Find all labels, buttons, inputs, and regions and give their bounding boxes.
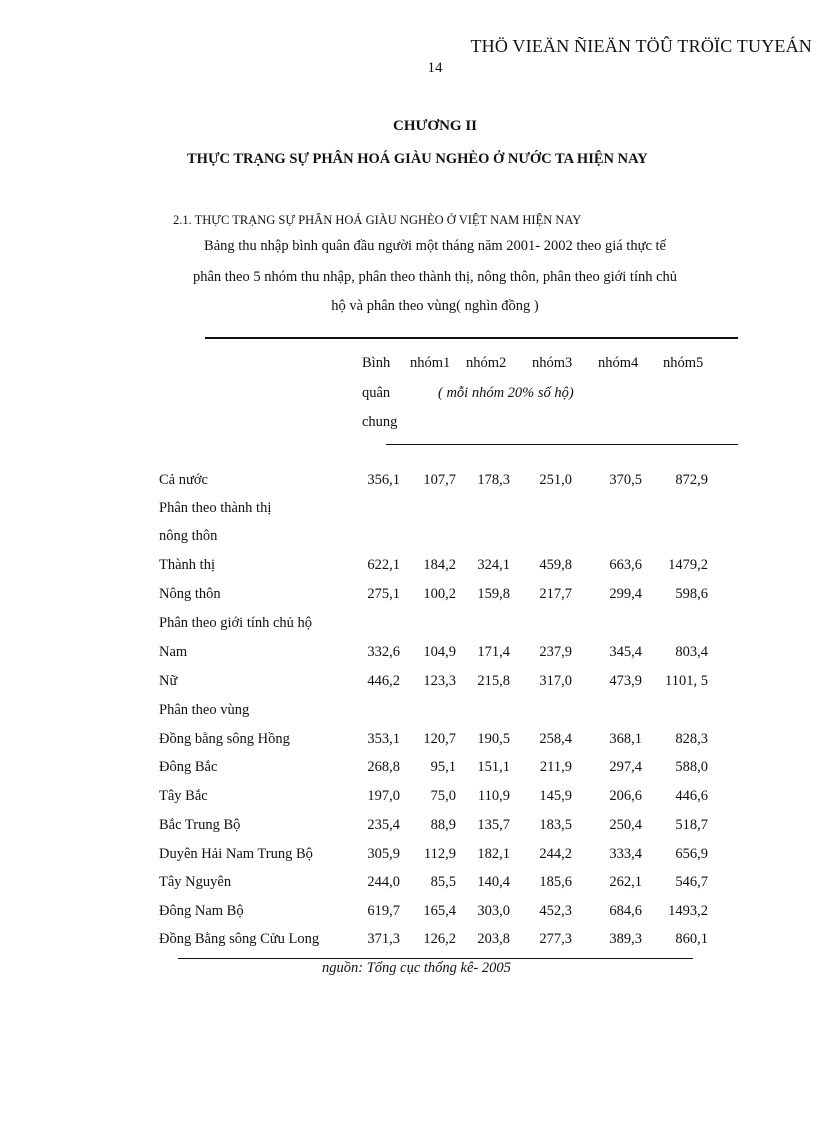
row-value: 237,9	[539, 644, 572, 660]
row-value: 250,4	[609, 817, 642, 833]
row-value: 684,6	[609, 903, 642, 919]
row-value: 197,0	[367, 788, 400, 804]
row-value: 217,7	[539, 586, 572, 602]
header-avg-line2: quân	[362, 385, 391, 401]
row-label: Phân theo giới tính chủ hộ	[159, 615, 313, 631]
row-value: 332,6	[367, 644, 400, 660]
row-value: 518,7	[675, 817, 708, 833]
row-value: 473,9	[609, 673, 642, 689]
table-row	[0, 528, 816, 556]
table-row	[0, 817, 816, 845]
row-value: 459,8	[539, 557, 572, 573]
row-value: 171,4	[477, 644, 510, 660]
table-top-rule	[205, 337, 738, 339]
table-row	[0, 673, 816, 701]
row-value: 598,6	[675, 586, 708, 602]
table-row	[0, 472, 816, 500]
row-value: 803,4	[675, 644, 708, 660]
row-label: Tây Bắc	[159, 788, 208, 804]
row-value: 303,0	[477, 903, 510, 919]
table-row	[0, 731, 816, 759]
row-value: 1101, 5	[665, 673, 708, 689]
row-label: Đông Bắc	[159, 759, 218, 775]
intro-line-3: hộ và phân theo vùng( nghìn đồng )	[331, 298, 539, 314]
header-group-3: nhóm3	[532, 355, 573, 371]
row-value: 305,9	[367, 846, 400, 862]
row-label: nông thôn	[159, 528, 218, 544]
row-value: 324,1	[477, 557, 510, 573]
table-row	[0, 615, 816, 643]
table-header-rule	[386, 444, 738, 445]
row-label: Đồng bằng sông Hồng	[159, 731, 290, 747]
row-value: 95,1	[430, 759, 456, 775]
row-value: 262,1	[609, 874, 642, 890]
row-value: 368,1	[609, 731, 642, 747]
row-value: 656,9	[675, 846, 708, 862]
row-label: Tây Nguyên	[159, 874, 232, 890]
row-label: Đông Nam Bộ	[159, 903, 244, 919]
row-value: 333,4	[609, 846, 642, 862]
header-avg-line1: Bình	[362, 355, 391, 371]
row-value: 104,9	[423, 644, 456, 660]
row-value: 371,3	[367, 931, 400, 947]
intro-line-2: phân theo 5 nhóm thu nhập, phân theo thành thị, nông thôn, phân theo giới tính chủ	[192, 269, 678, 285]
table-row	[0, 586, 816, 614]
row-label: Cả nước	[159, 472, 208, 488]
table-row	[0, 931, 816, 959]
table-row	[0, 702, 816, 730]
row-value: 277,3	[539, 931, 572, 947]
row-value: 244,2	[539, 846, 572, 862]
row-value: 356,1	[367, 472, 400, 488]
row-value: 860,1	[675, 931, 708, 947]
row-value: 446,2	[367, 673, 400, 689]
row-value: 872,9	[675, 472, 708, 488]
row-value: 297,4	[609, 759, 642, 775]
row-value: 203,8	[477, 931, 510, 947]
table-row	[0, 759, 816, 787]
row-value: 235,4	[367, 817, 400, 833]
row-value: 159,8	[477, 586, 510, 602]
row-value: 110,9	[477, 788, 510, 804]
header-group-1: nhóm1	[410, 355, 451, 371]
row-label: Duyên Hải Nam Trung Bộ	[159, 846, 313, 862]
header-group-4: nhóm4	[598, 355, 639, 371]
table-row	[0, 874, 816, 902]
row-value: 370,5	[609, 472, 642, 488]
row-value: 112,9	[423, 846, 456, 862]
row-value: 85,5	[430, 874, 456, 890]
chapter-heading: CHƯƠNG II	[392, 118, 478, 134]
row-value: 251,0	[539, 472, 572, 488]
row-value: 211,9	[539, 759, 572, 775]
row-value: 663,6	[609, 557, 642, 573]
row-value: 126,2	[423, 931, 456, 947]
row-value: 75,0	[430, 788, 456, 804]
row-value: 151,1	[477, 759, 510, 775]
table-bottom-rule	[178, 958, 693, 959]
chapter-title: THỰC TRẠNG SỰ PHÂN HOÁ GIÀU NGHÈO Ở NƯỚC TA HIỆN NAY	[187, 151, 648, 167]
row-value: 1479,2	[668, 557, 708, 573]
row-label: Bắc Trung Bộ	[159, 817, 241, 833]
row-value: 828,3	[675, 731, 708, 747]
row-value: 446,6	[675, 788, 708, 804]
row-value: 183,5	[539, 817, 572, 833]
row-value: 353,1	[367, 731, 400, 747]
header-avg-line3: chung	[362, 414, 398, 430]
row-value: 258,4	[539, 731, 572, 747]
row-value: 206,6	[609, 788, 642, 804]
row-label: Đồng Bằng sông Cửu Long	[159, 931, 320, 947]
row-value: 88,9	[430, 817, 456, 833]
row-value: 299,4	[609, 586, 642, 602]
header-note: ( mỗi nhóm 20% số hộ)	[438, 385, 574, 401]
row-value: 190,5	[477, 731, 510, 747]
row-value: 140,4	[477, 874, 510, 890]
row-value: 275,1	[367, 586, 400, 602]
table-source: nguồn: Tổng cục thống kê- 2005	[322, 960, 511, 976]
row-label: Nữ	[159, 673, 178, 689]
row-value: 185,6	[539, 874, 572, 890]
row-value: 135,7	[477, 817, 510, 833]
row-value: 546,7	[675, 874, 708, 890]
row-value: 268,8	[367, 759, 400, 775]
running-header: THÖ VIEÄN ÑIEÄN TÖÛ TRÖÏC TUYEÁN	[470, 36, 812, 56]
row-value: 622,1	[367, 557, 400, 573]
row-label: Phân theo thành thị	[159, 500, 272, 516]
row-value: 107,7	[423, 472, 456, 488]
table-row	[0, 500, 816, 528]
row-value: 178,3	[477, 472, 510, 488]
table-row	[0, 788, 816, 816]
row-value: 588,0	[675, 759, 708, 775]
row-value: 120,7	[423, 731, 456, 747]
page-number: 14	[427, 60, 443, 76]
row-label: Thành thị	[159, 557, 215, 573]
row-value: 165,4	[423, 903, 456, 919]
row-value: 123,3	[423, 673, 456, 689]
row-value: 452,3	[539, 903, 572, 919]
header-group-2: nhóm2	[466, 355, 507, 371]
header-group-5: nhóm5	[663, 355, 704, 371]
row-value: 215,8	[477, 673, 510, 689]
section-heading: 2.1. THỰC TRẠNG SỰ PHÂN HOÁ GIÀU NGHÈO Ở VIỆT NAM HIỆN NAY	[173, 213, 582, 227]
row-value: 619,7	[367, 903, 400, 919]
row-label: Nông thôn	[159, 586, 221, 602]
row-value: 145,9	[539, 788, 572, 804]
table-row	[0, 557, 816, 585]
row-value: 345,4	[609, 644, 642, 660]
table-row	[0, 644, 816, 672]
row-value: 317,0	[539, 673, 572, 689]
row-value: 182,1	[477, 846, 510, 862]
row-label: Phân theo vùng	[159, 702, 250, 718]
row-label: Nam	[159, 644, 188, 660]
intro-line-1: Bảng thu nhập bình quân đầu người một tháng năm 2001- 2002 theo giá thực tế	[204, 238, 666, 254]
table-row	[0, 846, 816, 874]
row-value: 1493,2	[668, 903, 708, 919]
row-value: 244,0	[367, 874, 400, 890]
row-value: 100,2	[423, 586, 456, 602]
table-row	[0, 903, 816, 931]
row-value: 389,3	[609, 931, 642, 947]
row-value: 184,2	[423, 557, 456, 573]
